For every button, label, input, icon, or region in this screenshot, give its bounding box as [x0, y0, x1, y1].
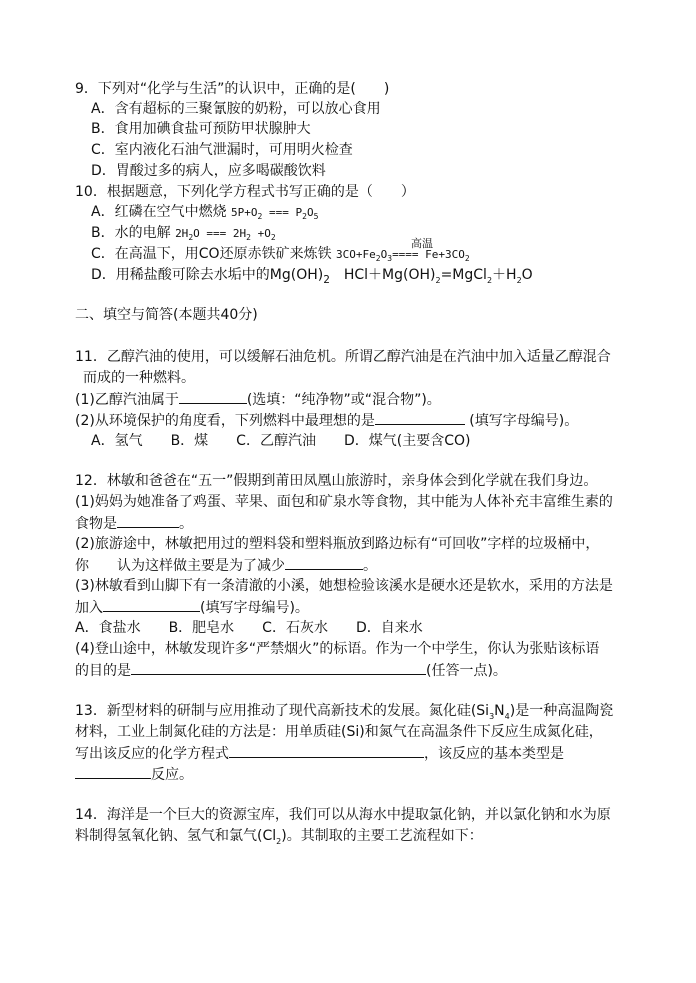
eq-sub: 4: [504, 711, 510, 721]
q10-b-text: B．水的电解: [91, 225, 171, 241]
q10-c-condition-above: 高温: [411, 237, 433, 250]
text-span: ，该反应的基本类型是: [424, 746, 564, 762]
text-span: (2)从环境保护的角度看，下列燃料中最理想的是: [75, 413, 375, 429]
q12-part3b: [75, 598, 309, 617]
answer-blank[interactable]: [75, 765, 151, 779]
answer-blank[interactable]: [229, 744, 424, 758]
q13-line1: [75, 702, 613, 720]
eq-sub: 2: [246, 233, 251, 243]
answer-blank[interactable]: [117, 514, 179, 528]
q11-line1: 11．乙醇汽油的使用，可以缓解石油危机。所谓乙醇汽油是在汽油中加入适量乙醇混合: [75, 349, 611, 365]
eq-sub: 2: [257, 212, 263, 222]
q9-stem: 9．下列对“化学与生活”的认识中，正确的是( ): [75, 81, 390, 97]
text-span: 。: [179, 516, 193, 532]
text-span: )是一种高温陶瓷: [509, 703, 614, 719]
q11-options: A．氢气 B．煤 C．乙醇汽油 D．煤气(主要含CO): [91, 433, 471, 449]
eq-part: 3CO+Fe: [336, 248, 376, 261]
text-span: 食物是: [75, 516, 117, 532]
q10-d-text: D．用稀盐酸可除去水垢中的Mg(OH): [91, 267, 324, 283]
text-span: 的目的是: [75, 663, 131, 679]
q10-a-text: A．红磷在空气中燃烧: [91, 204, 227, 220]
eq-part: O: [306, 206, 314, 219]
eq-sub: 2: [276, 836, 282, 846]
eq-part: ==== Fe+3CO: [392, 248, 465, 261]
q12-part4a: (4)登山途中，林敏发现许多“严禁烟火”的标语。作为一个中学生，你认为张贴该标语: [75, 641, 600, 657]
answer-blank[interactable]: [103, 598, 200, 612]
eq-part: === P: [262, 206, 303, 219]
q10-a-equation: [231, 206, 319, 222]
q9-option-b: B．食用加碘食盐可预防甲状腺肿大: [91, 121, 311, 137]
q12-options: A．食盐水 B．肥皂水 C．石灰水 D．自来水: [75, 620, 423, 636]
text-span: 。: [363, 558, 377, 574]
section-heading: 二、填空与简答(本题共40分): [75, 307, 258, 323]
q9-option-c: C．室内液化石油气泄漏时，可用明火检查: [91, 142, 353, 158]
eq-part: 2H: [175, 227, 189, 240]
q10-b-equation: [175, 227, 276, 243]
answer-blank[interactable]: [375, 411, 465, 425]
eq-sub: 2: [435, 275, 441, 285]
eq-sub: 3: [489, 711, 495, 721]
q12-part2b: [75, 556, 377, 575]
q13-line2: 材料，工业上制氮化硅的方法是：用单质硅(Si)和氮气在高温条件下反应生成氮化硅，: [75, 724, 603, 740]
text-span: )。其制取的主要工艺流程如下：: [281, 828, 483, 844]
text-span: N: [494, 703, 505, 719]
text-span: (选填：“纯净物”或“混合物”)。: [246, 392, 441, 408]
q14-line1: 14．海洋是一个巨大的资源宝库，我们可以从海水中提取氯化钠，并以氯化钠和水为原: [75, 807, 611, 823]
eq-part: ＋H: [492, 267, 517, 283]
q10-c-equation: [336, 248, 470, 264]
eq-part: O: [521, 267, 533, 283]
q11-line2: 而成的一种燃料。: [83, 370, 195, 386]
answer-blank[interactable]: [131, 661, 426, 675]
q13-line4: [75, 765, 193, 784]
q10-stem: 10．根据题意，下列化学方程式书写正确的是（ ）: [75, 184, 415, 200]
eq-sub: 2: [188, 233, 194, 243]
q12-part1a: (1)妈妈为她准备了鸡蛋、苹果、面包和矿泉水等食物，其中能为人体补充丰富维生素的: [75, 494, 613, 510]
eq-part: +O: [250, 227, 271, 240]
q12-part1b: [75, 514, 193, 533]
q11-part1: [75, 390, 441, 409]
q11-part2: [75, 411, 578, 430]
q12-part2a: (2)旅游途中，林敏把用过的塑料袋和塑料瓶放到路边标有“可回收”字样的垃圾桶中，: [75, 536, 600, 552]
answer-blank[interactable]: [179, 390, 247, 404]
text-span: (1)乙醇汽油属于: [75, 392, 179, 408]
eq-part: O: [380, 248, 388, 261]
eq-part: HCl＋Mg(OH): [329, 267, 436, 283]
q12-line1: 12．林敏和爸爸在“五一”假期到莆田凤凰山旅游时，亲身体会到化学就在我们身边。: [75, 473, 598, 489]
text-span: (填写字母编号)。: [200, 600, 309, 616]
eq-part: O === 2H: [193, 227, 247, 240]
q10-option-c: [91, 245, 470, 264]
eq-sub: 5: [313, 212, 319, 222]
q10-c-text: C．在高温下，用CO还原赤铁矿来炼铁: [91, 246, 332, 262]
q14-line2: [75, 827, 483, 845]
text-span: (任答一点)。: [426, 663, 507, 679]
eq-sub: 2: [270, 233, 276, 243]
eq-sub: 3: [387, 254, 393, 264]
answer-blank[interactable]: [285, 556, 363, 570]
eq-sub: 2: [302, 212, 307, 222]
eq-sub: 2: [323, 272, 330, 286]
q9-option-a: A．含有超标的三聚氰胺的奶粉，可以放心食用: [91, 101, 381, 117]
q12-part4b: [75, 661, 507, 680]
text-span: 加入: [75, 600, 103, 616]
text-span: 料制得氢氧化钠、氢气和氯气(Cl: [75, 828, 277, 844]
q12-part3a: (3)林敏看到山脚下有一条清澈的小溪，她想检验该溪水是硬水还是软水，采用的方法是: [75, 578, 613, 594]
eq-sub: 2: [486, 275, 493, 285]
eq-part: =MgCl: [440, 267, 487, 283]
q13-line3: [75, 744, 564, 763]
eq-part: 5P+O: [231, 206, 258, 219]
text-span: 13．新型材料的研制与应用推动了现代高新技术的发展。氮化硅(Si: [75, 703, 490, 719]
q10-option-a: [91, 203, 318, 222]
text-span: 写出该反应的化学方程式: [75, 746, 229, 762]
text-span: (填写字母编号)。: [469, 413, 579, 429]
text-span: 反应。: [151, 767, 193, 783]
eq-sub: 2: [375, 254, 381, 264]
eq-sub: 2: [516, 275, 522, 285]
q10-option-b: [91, 224, 276, 243]
text-span: 你 认为这样做主要是为了减少: [75, 558, 285, 574]
q9-option-d: D．胃酸过多的病人，应多喝碳酸饮料: [91, 163, 326, 179]
q10-option-d: [91, 266, 533, 284]
eq-sub: 2: [464, 254, 470, 264]
